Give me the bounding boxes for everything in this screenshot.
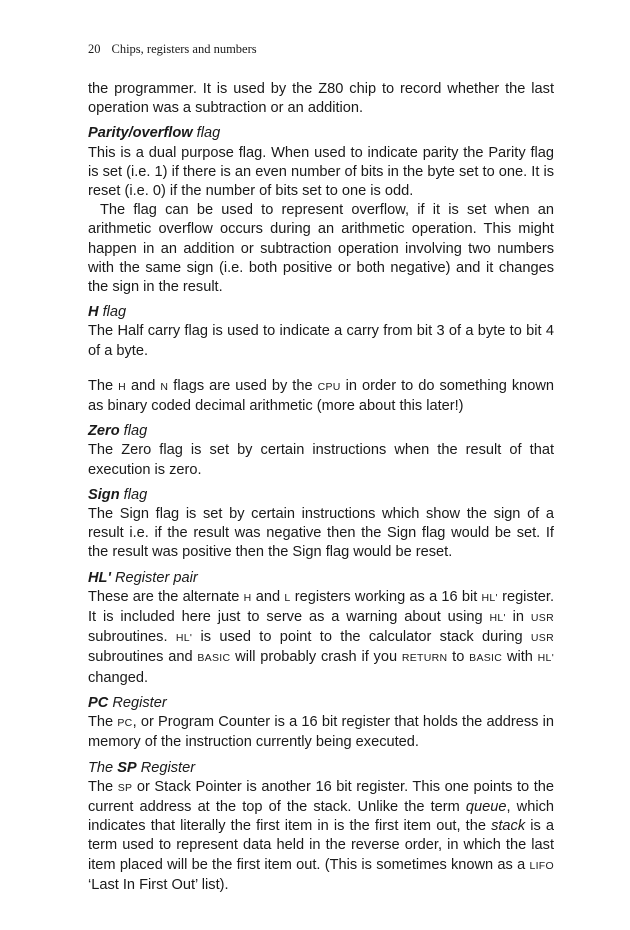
zero-flag-paragraph: The Zero flag is set by certain instructions when the result of that execution is zero. [88,442,554,478]
hl-register-heading: HL' Register pair [88,569,198,586]
hl-register-paragraph: These are the alternate H and L registers working as a 16 bit HL' register. It is included here just to serve as a warning about using HL' in USR subroutines. HL' is used to point to the calculator stack during USR subroutines and BASIC will probably crash if you RETURN to BASIC with HL' changed. [88,588,554,686]
parity-heading: Parity/overflow flag [88,125,221,142]
h-flag-heading: H flag [88,304,127,321]
sp-register-paragraph: The SP or Stack Pointer is another 16 bit register. This one points to the current address at the top of the stack. Unlike the term queue, which indicates that literally the first item in is the first item out, the stack is a term used to represent data held in the reverse order, in which the last item placed will be the first item out. (This is sometimes known as a LIFO ‘Last In First Out’ list). [88,778,555,893]
page [88,42,554,895]
intro-paragraph: the programmer. It is used by the Z80 chip to record whether the last operation was a subtraction or an addition. [88,81,554,117]
sp-register-heading: The SP Register [88,759,196,776]
parity-paragraph-1: This is a dual purpose flag. When used to indicate parity the Parity flag is set (i.e. 1) if there is an even number of bits in the byte set to one. It is reset (i.e. 0) if the number of bits set to one is odd. [88,144,554,200]
sign-flag-heading: Sign flag [88,486,148,503]
chapter-title: Chips, registers and numbers [111,42,257,56]
pc-register-heading: PC Register [88,694,167,711]
h-flag-paragraph: The Half carry flag is used to indicate a carry from bit 3 of a byte to bit 4 of a byte. [88,323,554,359]
parity-paragraph-2: The flag can be used to represent overflow, if it is set when an arithmetic overflow occurs during an arithmetic operation. This might happen in an addition or subtraction operation involving two numbers with the same sign (i.e. both positive or both negative) and it changes the sign in the result. [88,202,554,296]
sign-flag-paragraph: The Sign flag is set by certain instructions which show the sign of a result i.e. if the result was negative then the Sign flag would be set. If the result was positive then the Sign flag would be reset. [88,506,554,561]
hn-paragraph: The H and N flags are used by the CPU in order to do something known as binary coded decimal arithmetic (more about this later!) [88,377,555,415]
page-number: 20 [88,42,101,56]
zero-flag-heading: Zero flag [88,423,148,440]
running-head [88,42,554,57]
pc-register-paragraph: The PC, or Program Counter is a 16 bit register that holds the address in memory of the instruction currently being executed. [88,714,555,751]
